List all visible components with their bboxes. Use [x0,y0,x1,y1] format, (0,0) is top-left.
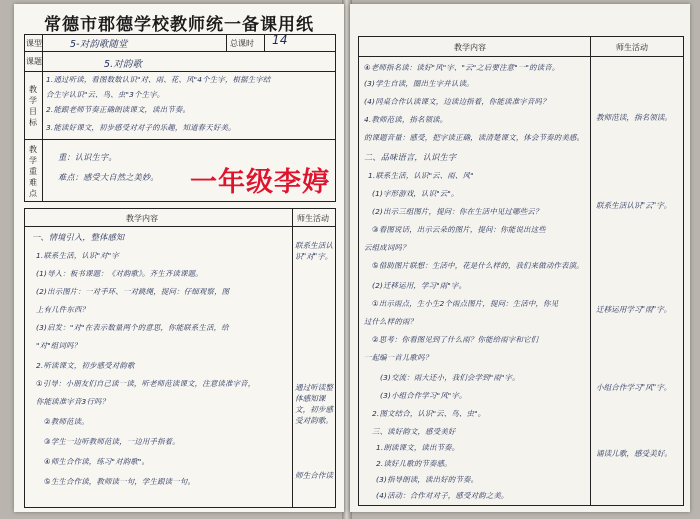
content-line: (3)交流：雨大还小，我们会学到"雨"字。 [380,373,520,382]
content-line: (3)启发："对"在表示数量两个的意思，你能联系生活，给 [36,323,229,332]
page-title: 常德市郡德学校教师统一备课用纸 [44,15,314,35]
content-line: ⑤生生合作读，教师读一句，学生跟读一句。 [44,477,196,486]
content-line: (4)同桌合作认读课文，边读边指着，你能读准字音吗？ [364,97,550,106]
goal-line: 3.能读好课文，初步感受对对子的乐趣，知道春天好美。 [46,123,236,132]
content-line: 1.朗读课文，读出节奏。 [376,443,460,452]
content-line: ①出示雨点，生小生2个雨点图片，提问：生活中，你见 [372,299,559,308]
activity-header-right: 师生活动 [616,43,648,52]
right-page [350,4,690,512]
content-line: ①引导：小朋友们自己读一读，听老师范读课文，注意读准字音， [36,379,256,388]
goal-line: 1.通过听读，看图数数认识"对、雨、花、风"4个生字，根据生字结 [46,75,271,84]
content-line: (2)出示图片：一对手环、一对跳绳，提问：仔细观察，图 [36,287,230,296]
content-line: 二、品味语言，认识生字 [364,152,457,162]
content-line: (1)导入：板书课题：《对韵歌》。齐生齐读课题。 [36,269,203,278]
content-line: 一、情境引入，整体感知 [32,232,125,242]
content-line: (4)活动：合作对对子，感受对韵之美。 [376,491,509,500]
keypoint-line: 难点：感受大自然之美妙。 [58,172,159,182]
content-line: (3)学生自读，圈出生字并认读。 [364,79,474,88]
content-line: (2)迁移运用，学习"雨"字。 [372,281,467,290]
content-line: 三、读好韵文，感受美好 [372,427,456,436]
type-value: 5-对韵歌随堂 [70,39,128,50]
content-line: ②思考：你看图见到了什么雨？你能给雨字和它们 [372,335,539,344]
goal-line: 2.能跟老师节奏正确朗读课文，读出节奏。 [46,105,191,114]
goal-line: 合生字认识"云、鸟、虫"3个生字。 [46,90,165,99]
label-goals: 教学目标 [29,85,37,127]
content-line: ②教师范读。 [44,417,89,426]
content-line: 2.图文结合，认识"云、鸟、虫"。 [372,409,486,418]
activity-header-left: 师生活动 [297,214,329,223]
content-line: (3)指导朗读，读出好的节奏。 [376,475,479,484]
label-total-hours: 总课时 [230,39,254,48]
content-line: "对"组词吗？ [36,341,82,350]
label-topic: 课题 [26,57,42,66]
content-line: (3)小组合作学习"风"字。 [380,391,467,400]
watermark-text: 一年级李婷 [190,167,330,198]
activity-note: 联系生活认识"云"字。 [596,201,672,210]
content-line: 2.读好儿歌的节奏感。 [376,459,452,468]
content-header-right: 教学内容 [454,43,486,52]
content-line: 上有几件东西？ [36,305,90,314]
activity-note: 迁移运用学习"雨"字。 [596,305,672,314]
label-keypoints: 教学重难点 [29,145,37,198]
topic-value: 5.对韵歌 [104,59,143,70]
content-line: ④师生合作读，练习"对韵歌"。 [44,457,150,466]
content-line: 1.联系生活，认识"对"字 [36,251,119,260]
content-line: 的课题音量：感受，把字读正确，读清楚课文，体会节奏的美感。 [364,133,585,142]
content-line: (2)出示三组图片，提问：你在生活中见过哪些云？ [372,207,543,216]
content-line: (1)字形游戏，认识"云"。 [372,189,459,198]
content-header-left: 教学内容 [126,214,158,223]
content-line: ④老师指名读：读好"风"字、"云"之后要注意"一"的读音。 [364,63,560,72]
activity-note: 通过听读整体感知课文，初步感受对韵歌。 [295,383,333,425]
content-line: ⑤借助图片联想：生活中，花是什么样的，我们来做动作表演。 [372,261,584,270]
keypoint-line: 重：认识生字。 [58,152,117,162]
content-line: 云组成词吗？ [364,243,410,252]
label-type: 课型 [26,39,42,48]
activity-note: 小组合作学习"风"字。 [596,383,672,392]
content-line: ③看图说话，出示云朵的图片，提问：你能说出这些 [372,225,546,234]
content-line: 1.联系生活，认识"云、雨、风" [368,171,474,180]
activity-note: 联系生活认识"对"字。 [295,241,333,261]
content-line: 过什么样的雨？ [364,317,418,326]
content-line: 2.听读课文，初步感受对韵歌 [36,361,135,370]
left-page [14,4,344,512]
total-hours-value: 14 [272,33,288,47]
content-line: 你能读准字音3行吗？ [36,397,110,406]
content-line: ③学生一边听教师范读，一边用手指着。 [44,437,180,446]
content-line: 4.教师范读，指名领读。 [364,115,448,124]
activity-note: 教师范读，指名领读。 [596,113,672,122]
activity-note: 师生合作读 [295,471,333,480]
content-line: 一起编一首儿歌吗？ [364,353,433,362]
activity-note: 诵读儿歌，感受美好。 [596,449,672,458]
